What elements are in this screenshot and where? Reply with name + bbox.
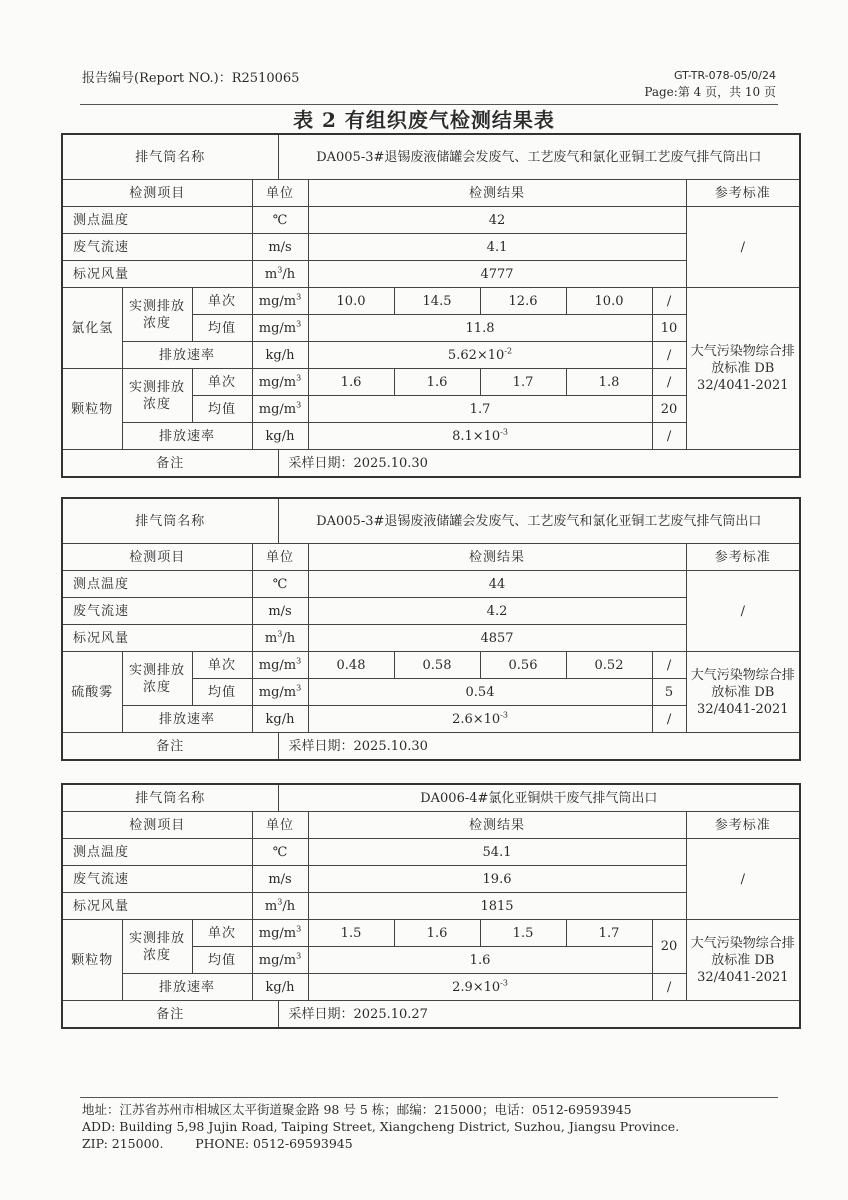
rate-base: 2.6×10 <box>452 711 501 727</box>
remark-row <box>62 450 800 478</box>
rate-unit: kg/h <box>252 423 308 450</box>
rate-exponent: -2 <box>504 346 513 356</box>
single-value: 1.6 <box>394 920 480 947</box>
average-value: 0.54 <box>308 679 652 706</box>
flow-label: 标况风量 <box>62 261 252 288</box>
single-row <box>62 288 800 315</box>
single-label: 单次 <box>192 288 252 315</box>
footer-divider <box>80 1097 778 1098</box>
single-value: 1.5 <box>480 920 566 947</box>
concentration-unit <box>252 652 308 679</box>
concentration-label: 实测排放浓度 <box>122 920 192 974</box>
flow-value: 4857 <box>308 625 686 652</box>
emission-rate-value <box>308 342 652 369</box>
results-table-1 <box>61 133 801 478</box>
concentration-unit <box>252 315 308 342</box>
rate-label: 排放速率 <box>122 974 252 1001</box>
average-value: 11.8 <box>308 315 652 342</box>
unit-base: mg/m <box>258 657 297 673</box>
average-limit: 5 <box>652 679 686 706</box>
report-number: 报告编号(Report NO.)：R2510065 <box>82 71 300 86</box>
rate-label: 排放速率 <box>122 423 252 450</box>
unit-base: m <box>264 898 278 914</box>
single-row <box>62 920 800 947</box>
temperature-value: 42 <box>308 207 686 234</box>
unit-base: m <box>264 630 278 646</box>
reference-standard: 大气污染物综合排放标准 DB 32/4041-2021 <box>686 920 800 1001</box>
outlet-row <box>62 784 800 812</box>
temperature-label: 测点温度 <box>62 839 252 866</box>
emission-rate-value <box>308 423 652 450</box>
average-label: 均值 <box>192 396 252 423</box>
velocity-value: 4.2 <box>308 598 686 625</box>
pollutant-name: 颗粒物 <box>62 920 122 1001</box>
page-title: 表 2 有组织废气检测结果表 <box>293 108 555 132</box>
flow-label: 标况风量 <box>62 625 252 652</box>
unit-superscript: 3 <box>277 629 283 639</box>
remark-value: 采样日期：2025.10.27 <box>278 1001 800 1029</box>
unit-superscript: 3 <box>296 683 302 693</box>
single-value: 12.6 <box>480 288 566 315</box>
unit-header: 单位 <box>252 180 308 207</box>
form-code: GT-TR-078-05/0/24 <box>673 69 776 82</box>
rate-exponent: -3 <box>500 710 508 720</box>
concentration-unit <box>252 947 308 974</box>
velocity-unit: m/s <box>252 234 308 261</box>
standard-slash: / <box>686 207 800 288</box>
concentration-limit: 20 <box>652 920 686 974</box>
outlet-name: DA005-3#退锡废液储罐会发废气、工艺废气和氯化亚铜工艺废气排气筒出口 <box>278 134 800 180</box>
velocity-label: 废气流速 <box>62 234 252 261</box>
header-row <box>62 544 800 571</box>
single-value: 1.7 <box>566 920 652 947</box>
unit-superscript: 3 <box>296 924 302 934</box>
temperature-value: 54.1 <box>308 839 686 866</box>
concentration-label: 实测排放浓度 <box>122 652 192 706</box>
rate-unit: kg/h <box>252 974 308 1001</box>
reference-standard: 大气污染物综合排放标准 DB 32/4041-2021 <box>686 288 800 450</box>
pollutant-name: 颗粒物 <box>62 369 122 450</box>
concentration-label: 实测排放浓度 <box>122 288 192 342</box>
rate-limit: / <box>652 423 686 450</box>
single-value: 0.52 <box>566 652 652 679</box>
standard-slash: / <box>686 571 800 652</box>
unit-base: mg/m <box>258 952 297 968</box>
rate-limit: / <box>652 342 686 369</box>
rate-limit: / <box>652 974 686 1001</box>
unit-base: mg/m <box>258 374 297 390</box>
rate-label: 排放速率 <box>122 706 252 733</box>
standard-slash: / <box>686 839 800 920</box>
rate-label: 排放速率 <box>122 342 252 369</box>
remark-value: 采样日期：2025.10.30 <box>278 733 800 761</box>
result-header: 检测结果 <box>308 544 686 571</box>
remark-label: 备注 <box>62 1001 278 1029</box>
velocity-unit: m/s <box>252 598 308 625</box>
outlet-row <box>62 134 800 180</box>
outlet-label: 排气筒名称 <box>62 498 278 544</box>
unit-header: 单位 <box>252 812 308 839</box>
unit-base: m <box>264 266 278 282</box>
average-limit: 10 <box>652 315 686 342</box>
single-value: 1.8 <box>566 369 652 396</box>
single-label: 单次 <box>192 920 252 947</box>
flow-value: 1815 <box>308 893 686 920</box>
temperature-unit: ℃ <box>252 207 308 234</box>
rate-base: 5.62×10 <box>447 347 505 363</box>
unit-superscript: 3 <box>296 292 302 302</box>
page-indicator: Page:第 4 页，共 10 页 <box>644 85 776 99</box>
unit-superscript: 3 <box>277 897 283 907</box>
single-value: 10.0 <box>566 288 652 315</box>
concentration-label: 实测排放浓度 <box>122 369 192 423</box>
outlet-name: DA006-4#氯化亚铜烘干废气排气筒出口 <box>278 784 800 812</box>
single-value: 1.5 <box>308 920 394 947</box>
result-header: 检测结果 <box>308 812 686 839</box>
footer <box>82 1101 679 1152</box>
footer-zip-phone: ZIP: 215000. PHONE: 0512-69593945 <box>82 1136 353 1151</box>
results-table-3 <box>61 783 801 1029</box>
emission-rate-value <box>308 974 652 1001</box>
results-table-2 <box>61 497 801 761</box>
velocity-value: 19.6 <box>308 866 686 893</box>
reference-standard: 大气污染物综合排放标准 DB 32/4041-2021 <box>686 652 800 733</box>
rate-exponent: -3 <box>500 427 508 437</box>
footer-address-cn: 地址：江苏省苏州市相城区太平街道聚金路 98 号 5 栋；邮编：215000；电话：0512-69593945 <box>82 1102 632 1117</box>
single-value: 14.5 <box>394 288 480 315</box>
temperature-label: 测点温度 <box>62 207 252 234</box>
flow-label: 标况风量 <box>62 893 252 920</box>
unit-superscript: 3 <box>296 373 302 383</box>
single-value: 1.6 <box>308 369 394 396</box>
unit-superscript: 3 <box>296 951 302 961</box>
emission-rate-value <box>308 706 652 733</box>
flow-unit <box>252 261 308 288</box>
average-value: 1.7 <box>308 396 652 423</box>
temperature-value: 44 <box>308 571 686 598</box>
rate-limit: / <box>652 706 686 733</box>
outlet-label: 排气筒名称 <box>62 784 278 812</box>
rate-base: 8.1×10 <box>452 428 501 444</box>
single-value: 0.58 <box>394 652 480 679</box>
remark-row <box>62 1001 800 1029</box>
average-limit: 20 <box>652 396 686 423</box>
temperature-row <box>62 839 800 866</box>
single-label: 单次 <box>192 652 252 679</box>
concentration-unit <box>252 920 308 947</box>
unit-tail: /h <box>282 898 296 914</box>
velocity-label: 废气流速 <box>62 598 252 625</box>
remark-row <box>62 733 800 761</box>
single-value: 1.7 <box>480 369 566 396</box>
remark-label: 备注 <box>62 733 278 761</box>
header-right <box>644 67 776 101</box>
unit-superscript: 3 <box>296 319 302 329</box>
standard-header: 参考标准 <box>686 180 800 207</box>
remark-label: 备注 <box>62 450 278 478</box>
single-limit: / <box>652 652 686 679</box>
item-header: 检测项目 <box>62 544 252 571</box>
unit-base: mg/m <box>258 320 297 336</box>
temperature-unit: ℃ <box>252 839 308 866</box>
velocity-unit: m/s <box>252 866 308 893</box>
outlet-label: 排气筒名称 <box>62 134 278 180</box>
rate-unit: kg/h <box>252 342 308 369</box>
velocity-label: 废气流速 <box>62 866 252 893</box>
temperature-row <box>62 207 800 234</box>
single-row <box>62 652 800 679</box>
concentration-unit <box>252 288 308 315</box>
rate-base: 2.9×10 <box>452 979 501 995</box>
header-row <box>62 812 800 839</box>
remark-value: 采样日期：2025.10.30 <box>278 450 800 478</box>
unit-base: mg/m <box>258 401 297 417</box>
single-label: 单次 <box>192 369 252 396</box>
flow-unit <box>252 625 308 652</box>
outlet-row <box>62 498 800 544</box>
result-header: 检测结果 <box>308 180 686 207</box>
header-row <box>62 180 800 207</box>
temperature-unit: ℃ <box>252 571 308 598</box>
unit-header: 单位 <box>252 544 308 571</box>
footer-address-en: ADD: Building 5,98 Jujin Road, Taiping Street, Xiangcheng District, Suzhou, Jiangsu Province. <box>82 1119 680 1134</box>
temperature-label: 测点温度 <box>62 571 252 598</box>
average-label: 均值 <box>192 679 252 706</box>
single-limit: / <box>652 288 686 315</box>
unit-base: mg/m <box>258 684 297 700</box>
single-limit: / <box>652 369 686 396</box>
rate-unit: kg/h <box>252 706 308 733</box>
unit-tail: /h <box>282 266 296 282</box>
velocity-value: 4.1 <box>308 234 686 261</box>
unit-base: mg/m <box>258 293 297 309</box>
average-value: 1.6 <box>308 947 652 974</box>
concentration-unit <box>252 396 308 423</box>
pollutant-name: 硫酸雾 <box>62 652 122 733</box>
concentration-unit <box>252 679 308 706</box>
item-header: 检测项目 <box>62 180 252 207</box>
flow-unit <box>252 893 308 920</box>
unit-superscript: 3 <box>296 656 302 666</box>
pollutant-name: 氯化氢 <box>62 288 122 369</box>
rate-exponent: -3 <box>500 978 508 988</box>
unit-superscript: 3 <box>296 400 302 410</box>
average-label: 均值 <box>192 947 252 974</box>
standard-header: 参考标准 <box>686 812 800 839</box>
item-header: 检测项目 <box>62 812 252 839</box>
concentration-unit <box>252 369 308 396</box>
single-value: 1.6 <box>394 369 480 396</box>
single-value: 0.56 <box>480 652 566 679</box>
average-label: 均值 <box>192 315 252 342</box>
single-value: 10.0 <box>308 288 394 315</box>
unit-superscript: 3 <box>277 265 283 275</box>
unit-tail: /h <box>282 630 296 646</box>
single-value: 0.48 <box>308 652 394 679</box>
outlet-name: DA005-3#退锡废液储罐会发废气、工艺废气和氯化亚铜工艺废气排气筒出口 <box>278 498 800 544</box>
flow-value: 4777 <box>308 261 686 288</box>
standard-header: 参考标准 <box>686 544 800 571</box>
temperature-row <box>62 571 800 598</box>
unit-base: mg/m <box>258 925 297 941</box>
